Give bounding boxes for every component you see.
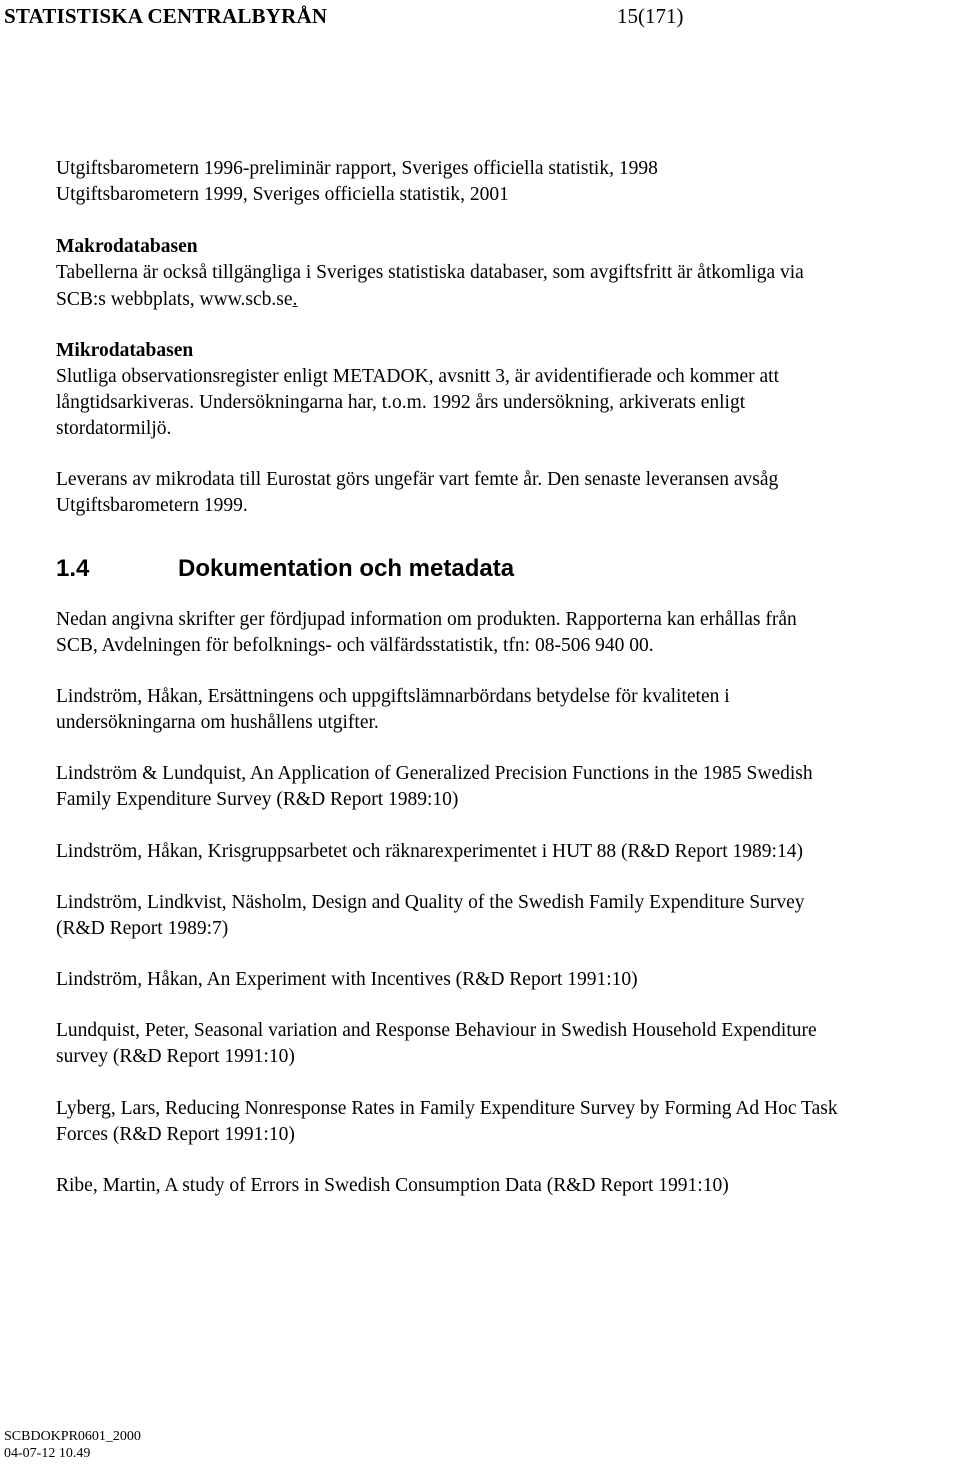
reference-entry-line: Lindström, Lindkvist, Näsholm, Design and Quality of the Swedish Family Expenditure Survey bbox=[56, 892, 805, 913]
reference-entry-line: Lindström, Håkan, Ersättningens och uppgiftslämnarbördans betydelse för kvaliteten i bbox=[56, 686, 730, 707]
makro-text-line bbox=[56, 287, 297, 313]
reference-line: Utgiftsbarometern 1996-preliminär rapport, Sveriges officiella statistik, 1998 bbox=[56, 158, 658, 179]
reference-entry-line: Family Expenditure Survey (R&D Report 1989:10) bbox=[56, 789, 459, 810]
reference-line: Utgiftsbarometern 1999, Sveriges officiella statistik, 2001 bbox=[56, 184, 509, 205]
reference-entry-line: Lundquist, Peter, Seasonal variation and Response Behaviour in Swedish Household Expenditure bbox=[56, 1020, 817, 1041]
reference-entry-line: Forces (R&D Report 1991:10) bbox=[56, 1124, 295, 1145]
section-number: 1.4 bbox=[56, 555, 90, 582]
makro-text-line: Tabellerna är också tillgängliga i Sveriges statistiska databaser, som avgiftsfritt är åtkomliga via bbox=[56, 262, 804, 283]
reference-entry-line: (R&D Report 1989:7) bbox=[56, 918, 229, 939]
mikro-title: Mikrodatabasen bbox=[56, 340, 194, 361]
reference-entry-line: survey (R&D Report 1991:10) bbox=[56, 1046, 295, 1067]
reference-entry-line: Lyberg, Lars, Reducing Nonresponse Rates in Family Expenditure Survey by Forming Ad Hoc Task bbox=[56, 1098, 838, 1119]
footer-date: 04-07-12 10.49 bbox=[4, 1446, 91, 1461]
reference-entry-line: undersökningarna om hushållens utgifter. bbox=[56, 712, 379, 733]
url-link[interactable]: . bbox=[292, 289, 298, 310]
reference-entry-line: Lindström & Lundquist, An Application of Generalized Precision Functions in the 1985 Swedish bbox=[56, 763, 813, 784]
leverans-line: Utgiftsbarometern 1999. bbox=[56, 495, 248, 516]
makro-title: Makrodatabasen bbox=[56, 236, 198, 257]
document-header-org: STATISTISKA CENTRALBYRÅN bbox=[4, 4, 328, 28]
section-title: Dokumentation och metadata bbox=[178, 555, 515, 582]
mikro-text-line: stordatormiljö. bbox=[56, 418, 172, 439]
mikro-text-line: långtidsarkiveras. Undersökningarna har, t.o.m. 1992 års undersökning, arkiverats enligt bbox=[56, 392, 746, 413]
section-intro-line: SCB, Avdelningen för befolknings- och välfärdsstatistik, tfn: 08-506 940 00. bbox=[56, 635, 654, 656]
reference-entry-line: Ribe, Martin, A study of Errors in Swedish Consumption Data (R&D Report 1991:10) bbox=[56, 1175, 729, 1196]
reference-entry-line: Lindström, Håkan, Krisgruppsarbetet och räknarexperimentet i HUT 88 (R&D Report 1989:14) bbox=[56, 841, 803, 862]
leverans-line: Leverans av mikrodata till Eurostat görs ungefär vart femte år. Den senaste leveransen avsåg bbox=[56, 469, 779, 490]
reference-entry-line: Lindström, Håkan, An Experiment with Incentives (R&D Report 1991:10) bbox=[56, 969, 638, 990]
footer-doc-id: SCBDOKPR0601_2000 bbox=[4, 1429, 141, 1444]
page-number: 15(171) bbox=[617, 4, 684, 28]
makro-text: SCB:s webbplats, www.scb.se bbox=[56, 289, 293, 310]
section-intro-line: Nedan angivna skrifter ger fördjupad information om produkten. Rapporterna kan erhållas från bbox=[56, 609, 797, 630]
mikro-text-line: Slutliga observationsregister enligt METADOK, avsnitt 3, är avidentifierade och kommer att bbox=[56, 366, 780, 387]
